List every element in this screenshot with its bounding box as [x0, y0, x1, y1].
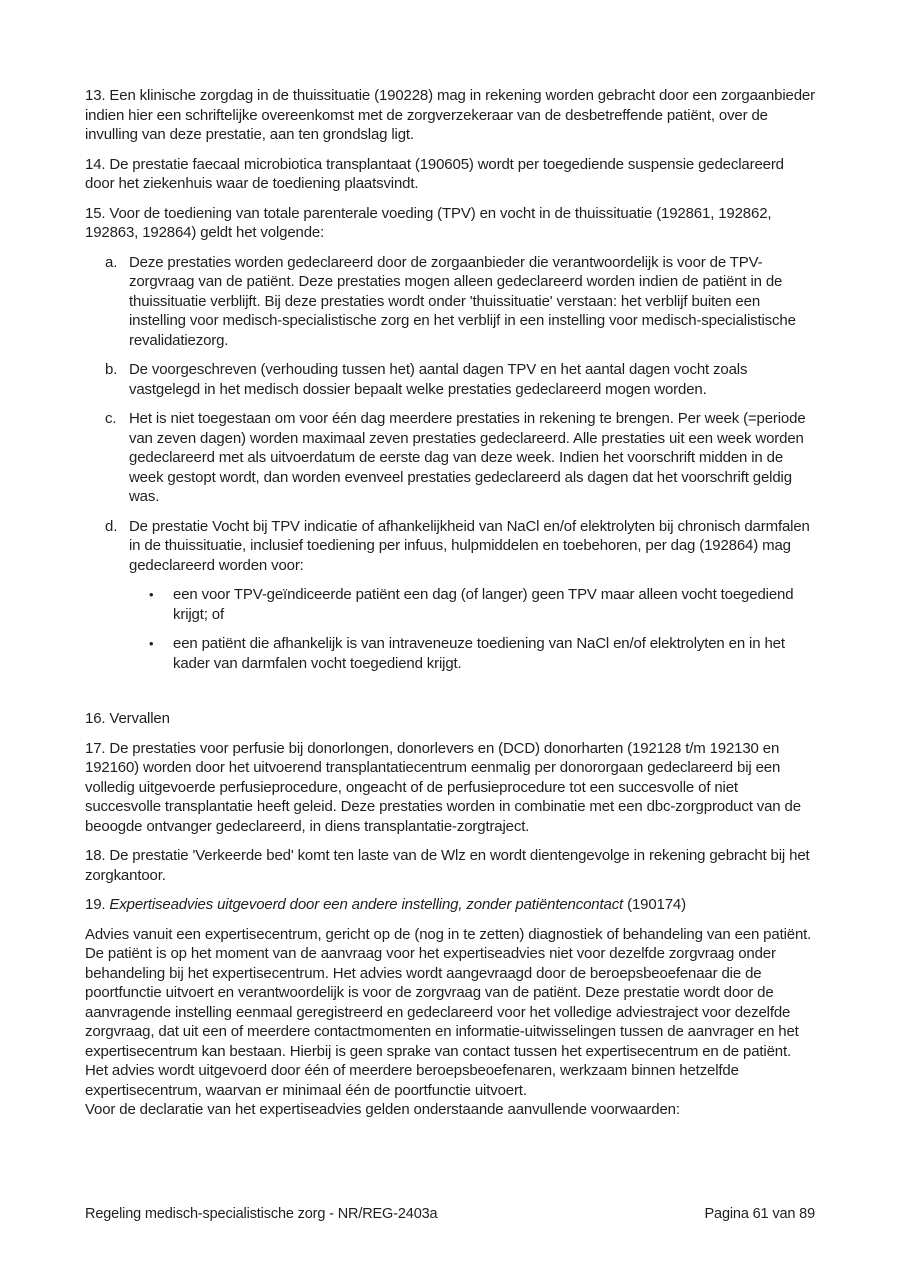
- list-item-text: een voor TPV-geïndiceerde patiënt een dag (of langer) geen TPV maar alleen vocht toegediend krijgt; of: [173, 586, 794, 623]
- list-item-d: [85, 517, 817, 576]
- bullet-marker: •: [149, 636, 154, 651]
- document-body: [85, 86, 817, 1130]
- bullet-marker: •: [149, 587, 154, 602]
- list-marker: d.: [105, 517, 118, 535]
- paragraph-19-body: Advies vanuit een expertisecentrum, gericht op de (nog in te zetten) diagnostiek of behandeling van een patiënt. De patiënt is op het moment van de aanvraag voor het expertiseadvies niet voor dezelfde zorgvraag onder behandeling bij het expertisecentrum. Het advies wordt aangevraagd door de beroepsbeoefenaar die de poortfunctie uitvoert en verantwoordelijk is voor de zorgvraag van de patiënt. Deze prestatie wordt door de aanvragende instelling eenmaal geregistreerd en gedeclareerd voor het volledige adviestraject voor dezelfde zorgvraag, dat uit een of meerdere contactmomenten en informatie-uitwisselingen tussen de aanvrager en het expertisecentrum kan bestaan. Hierbij is geen sprake van contact tussen het expertisecentrum en de patiënt. Het advies wordt uitgevoerd door één of meerdere beroepsbeoefenaren, werkzaam binnen hetzelfde expertisecentrum, waarvan er minimaal één de poortfunctie uitvoert.: [85, 925, 812, 1099]
- list-item-text: Het is niet toegestaan om voor één dag meerdere prestaties in rekening te brengen. Per week (=periode van zeven dagen) worden maximaal zeven prestaties gedeclareerd. Alle prestaties uit een week worden gedeclareerd met als uitvoerdatum de eerste dag van deze week. Indien het voorschrift midden in de week gestopt wordt, dan worden evenveel prestaties gedeclareerd als dagen dat het voorschrift geldig was.: [129, 410, 806, 505]
- footer-document-title: Regeling medisch-specialistische zorg - NR/REG-2403a: [85, 1206, 438, 1222]
- paragraph-19-conditions-intro: Voor de declaratie van het expertiseadvies gelden onderstaande aanvullende voorwaarden:: [85, 1101, 680, 1118]
- paragraph-18: 18. De prestatie 'Verkeerde bed' komt ten laste van de Wlz en wordt dientengevolge in rekening gebracht bij het zorgkantoor.: [85, 847, 810, 884]
- paragraph-14: 14. De prestatie faecaal microbiotica transplantaat (190605) wordt per toegediende suspensie gedeclareerd door het ziekenhuis waar de toediening plaatsvindt.: [85, 155, 784, 192]
- list-marker: c.: [105, 410, 117, 427]
- list-item-text: De voorgeschreven (verhouding tussen het) aantal dagen TPV en het aantal dagen vocht zoals vastgelegd in het medisch dossier bepaalt welke prestaties gedeclareerd mogen worden.: [129, 361, 748, 398]
- footer-page-number: Pagina 61 van 89: [704, 1206, 815, 1222]
- bullet-item-2: [85, 634, 817, 673]
- paragraph-13: 13. Een klinische zorgdag in de thuissituatie (190228) mag in rekening worden gebracht door een zorgaanbieder indien hier een schriftelijke overeenkomst met de zorgverzekeraar van de desbetreffende patiënt, over de invulling van deze prestatie, aan ten grondslag ligt.: [85, 87, 815, 143]
- paragraph-15: 15. Voor de toediening van totale parenterale voeding (TPV) en vocht in de thuissituatie (192861, 192862, 192863, 192864) geldt het volgende:: [85, 204, 772, 241]
- list-item-a: [85, 253, 817, 351]
- list-item-text: een patiënt die afhankelijk is van intraveneuze toediening van NaCl en/of elektrolyten en in het kader van darmfalen vocht toegediend krijgt.: [173, 635, 785, 672]
- list-item-c: [85, 409, 817, 507]
- list-item-text: De prestatie Vocht bij TPV indicatie of afhankelijkheid van NaCl en/of elektrolyten bij chronisch darmfalen in de thuissituatie, inclusief toediening per infuus, hulpmiddelen en toebehoren, per dag (192864) mag gedeclareerd worden voor:: [129, 517, 810, 574]
- list-item-b: [85, 360, 817, 399]
- list-item-text: Deze prestaties worden gedeclareerd door de zorgaanbieder die verantwoordelijk is voor de TPV-zorgvraag van de patiënt. Deze prestaties mogen alleen gedeclareerd worden indien de patiënt in de thuissituatie verblijft. Bij deze prestaties wordt onder 'thuissituatie' verstaan: het verblijf buiten een instelling voor medisch-specialistische zorg en het verblijf in een instelling voor medisch-specialistische revalidatiezorg.: [129, 253, 796, 349]
- bullet-item-1: [85, 585, 817, 624]
- paragraph-16: 16. Vervallen: [85, 710, 170, 727]
- paragraph-17: 17. De prestaties voor perfusie bij donorlongen, donorlevers en (DCD) donorharten (192128 t/m 192130 en 192160) worden door het uitvoerend transplantatiecentrum eenmalig per donororgaan gedeclareerd bij een volledig uitgevoerde perfusieprocedure, ongeacht of de perfusieprocedure tot een succesvolle of niet succesvolle transplantatie heeft geleid. Deze prestaties worden in combinatie met een dbc-zorgproduct van de beoogde ontvanger gedeclareerd, in diens transplantatie-zorgtraject.: [85, 739, 801, 835]
- section-gap: [85, 683, 817, 709]
- paragraph-19-heading: [85, 895, 817, 915]
- list-marker: a.: [105, 253, 118, 271]
- paragraph-code: (190174): [623, 896, 686, 913]
- paragraph-italic-title: Expertiseadvies uitgevoerd door een andere instelling, zonder patiëntencontact: [109, 896, 624, 913]
- page-footer: [85, 1206, 815, 1222]
- paragraph-number: 19.: [85, 896, 110, 913]
- list-marker: b.: [105, 361, 118, 378]
